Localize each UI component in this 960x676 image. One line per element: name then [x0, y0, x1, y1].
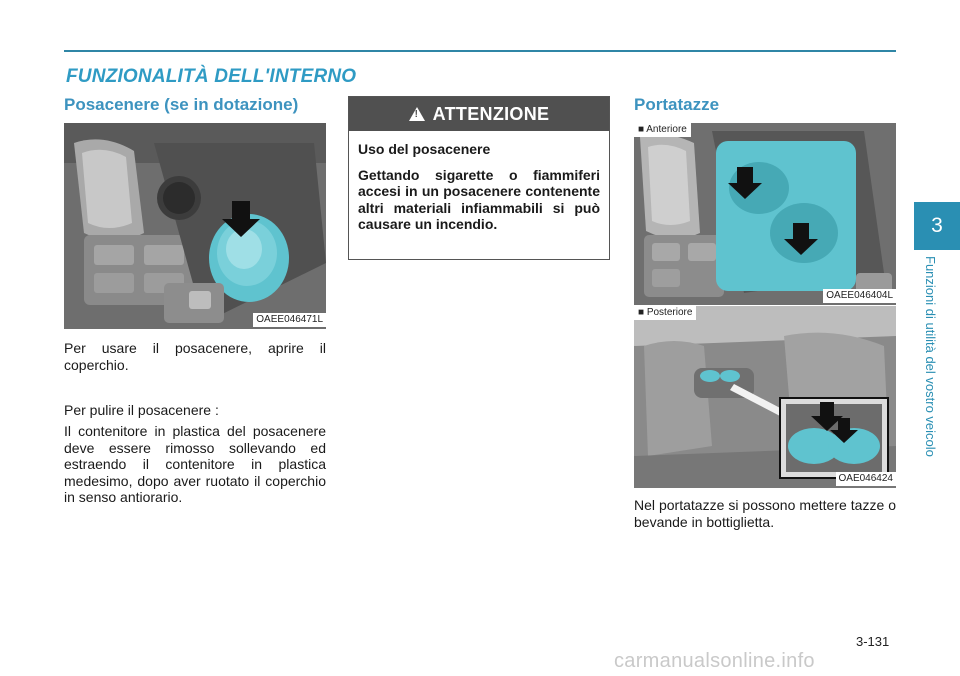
- rear-cupholder-illustration: [634, 306, 896, 488]
- front-label: ■ Anteriore: [634, 123, 691, 137]
- warning-icon: !: [409, 107, 425, 121]
- ashtray-photo: [64, 123, 326, 329]
- chapter-number: 3: [931, 214, 943, 237]
- rear-image-code: OAE046424: [836, 472, 897, 486]
- warning-header: [349, 97, 609, 131]
- ashtray-cleaning-intro: Per pulire il posacenere :: [64, 402, 219, 418]
- rear-cupholder-photo: [634, 306, 896, 488]
- ashtray-heading: Posacenere (se in dotazione): [64, 95, 299, 114]
- warning-box: [348, 96, 610, 260]
- rear-label: ■ Posteriore: [634, 306, 696, 320]
- page-number: 3-131: [856, 634, 890, 649]
- ashtray-cleaning-text: Il contenitore in plastica del posacenere deve essere rimosso sollevando ed estraendo il contenitore in plastica medesimo, dopo aver ruotato il coperchio in senso antiorario.: [64, 423, 326, 505]
- watermark: carmanualsonline.info: [614, 650, 815, 672]
- warning-header-label: ATTENZIONE: [432, 103, 550, 124]
- ashtray-usage-text: Per usare il posacenere, aprire il coperchio.: [64, 340, 326, 373]
- cupholder-heading: Portatazze: [634, 95, 720, 114]
- ashtray-illustration: [64, 123, 326, 329]
- section-title: FUNZIONALITÀ DELL'INTERNO: [66, 66, 357, 87]
- ashtray-image-code: OAEE046471L: [253, 313, 326, 327]
- front-cupholder-illustration: [634, 123, 896, 305]
- front-image-code: OAEE046404L: [823, 289, 896, 303]
- chapter-title: Funzioni di utilità del vostro veicolo: [923, 256, 938, 457]
- top-rule: [64, 50, 896, 52]
- chapter-tab: [914, 202, 960, 250]
- warning-text: Gettando sigarette o fiammiferi accesi in un posacenere contenente altri materiali infiammabili si può causare un incendio.: [358, 166, 600, 232]
- front-cupholder-photo: [634, 123, 896, 305]
- warning-title: Uso del posacenere: [358, 141, 491, 157]
- cupholder-text: Nel portatazze si possono mettere tazze o bevande in bottiglietta.: [634, 497, 896, 530]
